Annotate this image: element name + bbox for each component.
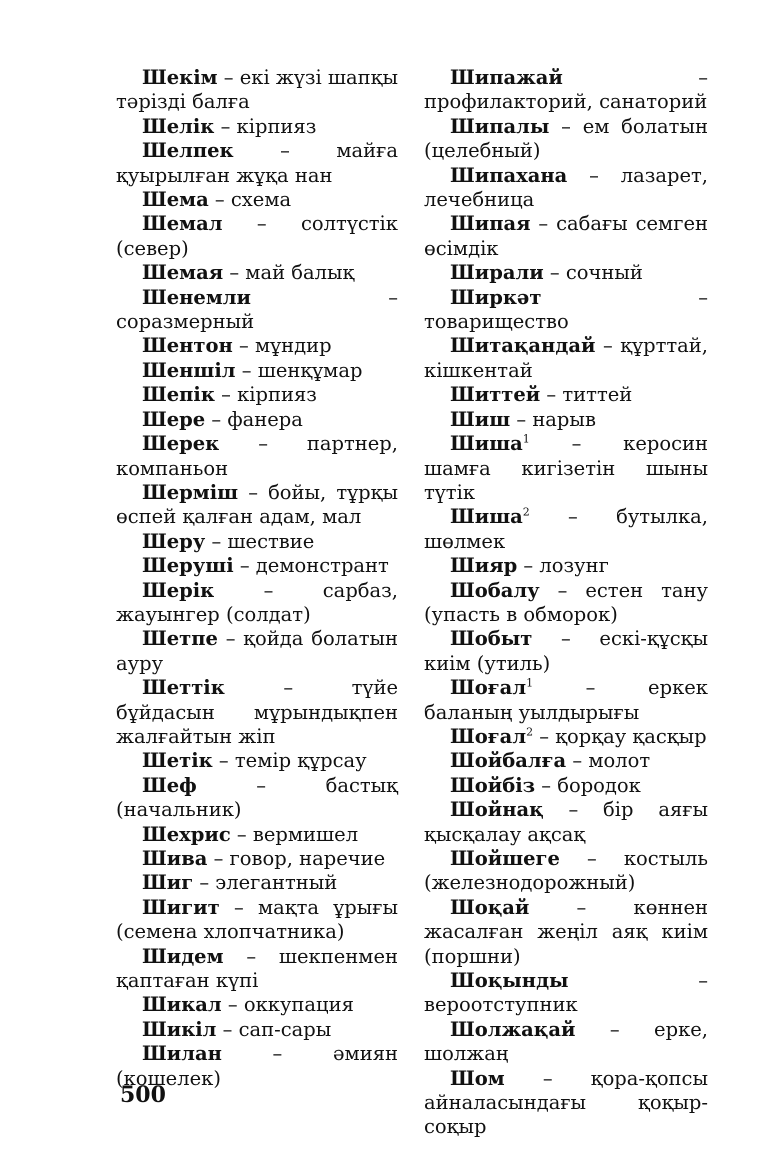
entry-definition: профилакторий, санаторий — [424, 90, 708, 114]
dictionary-entry: Шойбіз – бородок — [450, 773, 641, 797]
entry-headword: Шипая — [450, 212, 531, 236]
entry-headword: Шеру — [142, 529, 206, 553]
dictionary-entry: Шияр – лозунг — [450, 554, 609, 578]
dictionary-entry: Шикал – оккупация — [142, 993, 354, 1017]
entry-definition: майға қуырылған жұқа нан — [116, 139, 398, 187]
dictionary-entry: Шобалу – естен тану (упасть в обморок) — [424, 578, 708, 626]
entry-definition: титтей — [562, 383, 633, 407]
entry-definition: ерке, шолжаң — [424, 1017, 708, 1066]
entry-definition: шествие — [227, 529, 315, 553]
entry-definition: көннен жасалған жеңіл аяқ киім (поршни) — [424, 895, 708, 968]
entry-headword: Ширали — [450, 261, 544, 285]
dictionary-entry: Шере – фанера — [142, 407, 303, 431]
entry-headword: Шобалу — [450, 578, 540, 602]
entry-headword: Шикал — [142, 993, 222, 1017]
entry-headword: Шепік — [142, 383, 215, 407]
entry-headword: Шигит — [142, 895, 220, 919]
dictionary-entry: Шемал – солтүстік (север) — [116, 212, 398, 260]
entry-headword: Шидем — [142, 944, 224, 968]
entry-headword: Шобыт — [450, 627, 533, 651]
entry-headword: Шемал — [142, 212, 223, 236]
entry-headword: Шоғал — [450, 676, 527, 700]
entry-headword: Шехрис — [142, 822, 231, 846]
entry-headword: Шере — [142, 407, 206, 431]
entry-definition: май балық — [245, 261, 355, 285]
dictionary-entry: Шерек – партнер, компаньон — [116, 432, 398, 480]
entry-definition: костыль (железнодорожный) — [424, 847, 708, 895]
dictionary-entry: Шойбалға – молот — [450, 749, 651, 773]
entry-headword: Шерек — [142, 432, 220, 456]
dictionary-entry: Шипая – сабағы семген өсімдік — [424, 212, 708, 260]
entry-definition: шекпенмен қаптаған күпі — [116, 944, 398, 993]
entry-headword: Шетік — [142, 749, 213, 773]
dictionary-entry: Шива – говор, наречие — [142, 847, 386, 870]
dictionary-entry: Шилан – әмиян (кошелек) — [116, 1042, 398, 1090]
entry-definition: вероотступник — [424, 993, 578, 1017]
dictionary-entry: Шиш – нарыв — [450, 407, 596, 431]
dictionary-entry: Шитақандай – құрттай, кішкентай — [424, 334, 708, 382]
entry-definition: соразмерный — [116, 310, 255, 334]
entry-headword: Шиша — [450, 505, 523, 529]
entry-definition: екі жүзі шапқы тәрізді балға — [116, 66, 398, 114]
dictionary-entry: Шелік – кірпияз — [142, 114, 317, 138]
entry-homonym-number: 1 — [522, 432, 530, 446]
entry-definition: партнер, компаньон — [116, 432, 398, 480]
entry-definition: бутылка, шөлмек — [424, 505, 708, 553]
dictionary-entry: Шигит – мақта ұрығы (семена хлопчатника) — [116, 895, 398, 944]
dictionary-entry: Шиша$^1$ – керосин шамға кигізетін шыны түтік — [424, 432, 708, 504]
entry-headword: Шоқынды — [450, 969, 569, 993]
entry-definition: кірпияз — [237, 383, 317, 407]
entry-headword: Шойбіз — [450, 773, 536, 797]
dictionary-entry: Шемая – май балық — [142, 261, 355, 285]
entry-headword: Шеруші — [142, 554, 234, 578]
entry-definition: говор, наречие — [229, 847, 386, 870]
entry-definition: мақта ұрығы (семена хлопчатника) — [116, 895, 398, 944]
entry-definition: қойда болатын ауру — [116, 627, 398, 675]
dictionary-entry: Шидем – шекпенмен қаптаған күпі — [116, 944, 398, 993]
dictionary-entry: Шипажай – профилакторий, санаторий — [424, 66, 708, 114]
dictionary-entry: Шенемли – соразмерный — [116, 285, 398, 334]
entry-definition: бастық (начальник) — [116, 773, 398, 822]
entry-definition: түйе бұйдасын мұрындықпен жалғайтын жіп — [116, 676, 398, 748]
entry-definition: сочный — [565, 261, 643, 285]
dictionary-entry: Шойнақ – бір аяғы қысқалау ақсақ — [424, 798, 708, 846]
entry-headword: Шиттей — [450, 383, 541, 407]
dictionary-entry: Шепік – кірпияз — [142, 383, 317, 407]
entry-definition: бородок — [557, 773, 641, 797]
dictionary-entry: Шом – қора-қопсы айналасындағы қоқыр-соқыр — [424, 1066, 708, 1139]
entry-headword: Шенемли — [142, 285, 251, 309]
entry-headword: Шива — [142, 847, 208, 870]
entry-headword: Шекім — [142, 66, 218, 89]
dictionary-entry: Шеттік – түйе бұйдасын мұрындықпен жалғайтын жіп — [116, 676, 398, 748]
entry-definition: сап-сары — [238, 1017, 332, 1041]
dictionary-entry: Шоқынды – вероотступник — [424, 969, 708, 1017]
entry-headword: Шиш — [450, 407, 511, 431]
entry-definition: шенқұмар — [257, 358, 363, 382]
dictionary-entry: Шипахана – лазарет, лечебница — [424, 163, 708, 212]
entry-definition: сарбаз, жауынгер (солдат) — [116, 578, 398, 626]
entry-headword: Шипалы — [450, 114, 550, 138]
dictionary-entry: Шентон – мұндир — [142, 334, 332, 358]
dictionary-entry: Шеруші – демонстрант — [142, 554, 389, 578]
entry-headword: Ширкәт — [450, 285, 542, 309]
entry-definition: лазарет, лечебница — [424, 163, 708, 212]
dictionary-entry: Шойшеге – костыль (железнодорожный) — [424, 847, 708, 895]
dictionary-entry: Шикіл – сап-сары — [142, 1017, 332, 1041]
dictionary-entry: Шипалы – ем болатын (целебный) — [424, 114, 708, 163]
entry-headword: Шикіл — [142, 1017, 217, 1041]
entry-headword: Шиг — [142, 871, 194, 895]
entry-homonym-number: 1 — [526, 676, 534, 690]
entry-headword: Шелік — [142, 114, 215, 138]
dictionary-entry: Шоғал$^2$ – қорқау қасқыр — [450, 724, 707, 748]
entry-headword: Шоқай — [450, 895, 530, 919]
entry-headword: Шема — [142, 188, 209, 212]
entry-headword: Шеншіл — [142, 358, 236, 382]
entry-headword: Шияр — [450, 554, 518, 578]
left-column — [116, 66, 398, 1091]
entry-headword: Шемая — [142, 261, 224, 285]
entry-definition: естен тану (упасть в обморок) — [424, 578, 708, 626]
dictionary-entry: Шема – схема — [142, 188, 292, 212]
entry-definition: фанера — [227, 407, 303, 431]
entry-definition: әмиян (кошелек) — [116, 1042, 398, 1090]
entry-headword: Шентон — [142, 334, 233, 358]
dictionary-entry: Шеру – шествие — [142, 529, 315, 553]
dictionary-entry: Шеншіл – шенқұмар — [142, 358, 363, 382]
entry-headword: Шерік — [142, 578, 215, 602]
entry-definition: схема — [230, 188, 292, 212]
entry-definition: құрттай, кішкентай — [424, 334, 708, 382]
entry-definition: кірпияз — [236, 114, 317, 138]
entry-headword: Шилан — [142, 1042, 222, 1066]
dictionary-entry: Шиттей – титтей — [450, 383, 633, 407]
entry-definition: демонстрант — [255, 554, 389, 578]
entry-definition: бір аяғы қысқалау ақсақ — [424, 798, 708, 846]
entry-definition: элегантный — [215, 871, 338, 895]
entry-definition: ескі-құсқы киім (утиль) — [424, 627, 708, 675]
page-number: 500 — [120, 1082, 166, 1108]
entry-headword: Шелпек — [142, 139, 234, 163]
entry-definition: вермишел — [252, 822, 359, 846]
entry-definition: товарищество — [424, 310, 569, 334]
dictionary-entry: Шиг – элегантный — [142, 871, 338, 895]
entry-definition: темір құрсау — [234, 749, 367, 773]
entry-definition: солтүстік (север) — [116, 212, 398, 260]
entry-definition: сабағы семген өсімдік — [424, 212, 708, 260]
dictionary-entry: Шиша$^2$ – бутылка, шөлмек — [424, 505, 708, 553]
entry-headword: Шеттік — [142, 676, 225, 700]
entry-headword: Шитақандай — [450, 334, 596, 358]
dictionary-entry: Шелпек – майға қуырылған жұқа нан — [116, 139, 398, 187]
entry-headword: Шойбалға — [450, 749, 567, 773]
entry-headword: Шетпе — [142, 627, 218, 651]
entry-definition: оккупация — [243, 993, 354, 1017]
dictionary-entry: Шекім – екі жүзі шапқы тәрізді балға — [116, 66, 398, 114]
dictionary-entry: Шоғал$^1$ – еркек баланың уылдырығы — [424, 676, 708, 724]
dictionary-entry: Шетік – темір құрсау — [142, 749, 367, 773]
entry-definition: лозунг — [539, 554, 609, 578]
dictionary-entry: Шехрис – вермишел — [142, 822, 359, 846]
dictionary-entry: Шоқай – көннен жасалған жеңіл аяқ киім (поршни) — [424, 895, 708, 968]
dictionary-entry: Ширали – сочный — [450, 261, 643, 285]
dictionary-entry: Шерік – сарбаз, жауынгер (солдат) — [116, 578, 398, 626]
entry-headword: Шом — [450, 1066, 505, 1090]
entry-headword: Шеф — [142, 773, 197, 797]
dictionary-entry: Шетпе – қойда болатын ауру — [116, 627, 398, 675]
right-column — [424, 66, 708, 1140]
entry-homonym-number: 2 — [526, 725, 534, 739]
entry-definition: молот — [588, 749, 651, 773]
entry-definition: бойы, тұрқы өспей қалған адам, мал — [116, 480, 398, 529]
entry-definition: қора-қопсы айналасындағы қоқыр-соқыр — [424, 1066, 708, 1139]
dictionary-entry: Шеф – бастық (начальник) — [116, 773, 398, 822]
dictionary-entry: Шобыт – ескі-құсқы киім (утиль) — [424, 627, 708, 675]
entry-definition: ем болатын (целебный) — [424, 114, 708, 163]
entry-headword: Шойнақ — [450, 798, 544, 822]
entry-definition: мұндир — [254, 334, 332, 358]
dictionary-entry: Ширкәт – товарищество — [424, 285, 708, 334]
entry-definition: еркек баланың уылдырығы — [424, 676, 708, 724]
entry-definition: керосин шамға кигізетін шыны түтік — [424, 432, 708, 504]
entry-headword: Шерміш — [142, 480, 239, 504]
entry-headword: Шойшеге — [450, 847, 560, 870]
dictionary-entry: Шолжақай – ерке, шолжаң — [424, 1017, 708, 1066]
entry-definition: нарыв — [532, 407, 596, 431]
entry-headword: Шолжақай — [450, 1017, 576, 1041]
entry-homonym-number: 2 — [522, 505, 530, 519]
dictionary-entry: Шерміш – бойы, тұрқы өспей қалған адам, мал — [116, 480, 398, 529]
entry-definition: қорқау қасқыр — [555, 724, 707, 748]
entry-headword: Шоғал — [450, 724, 527, 748]
entry-headword: Шипажай — [450, 66, 563, 89]
entry-headword: Шипахана — [450, 163, 568, 187]
entry-headword: Шиша — [450, 432, 523, 456]
